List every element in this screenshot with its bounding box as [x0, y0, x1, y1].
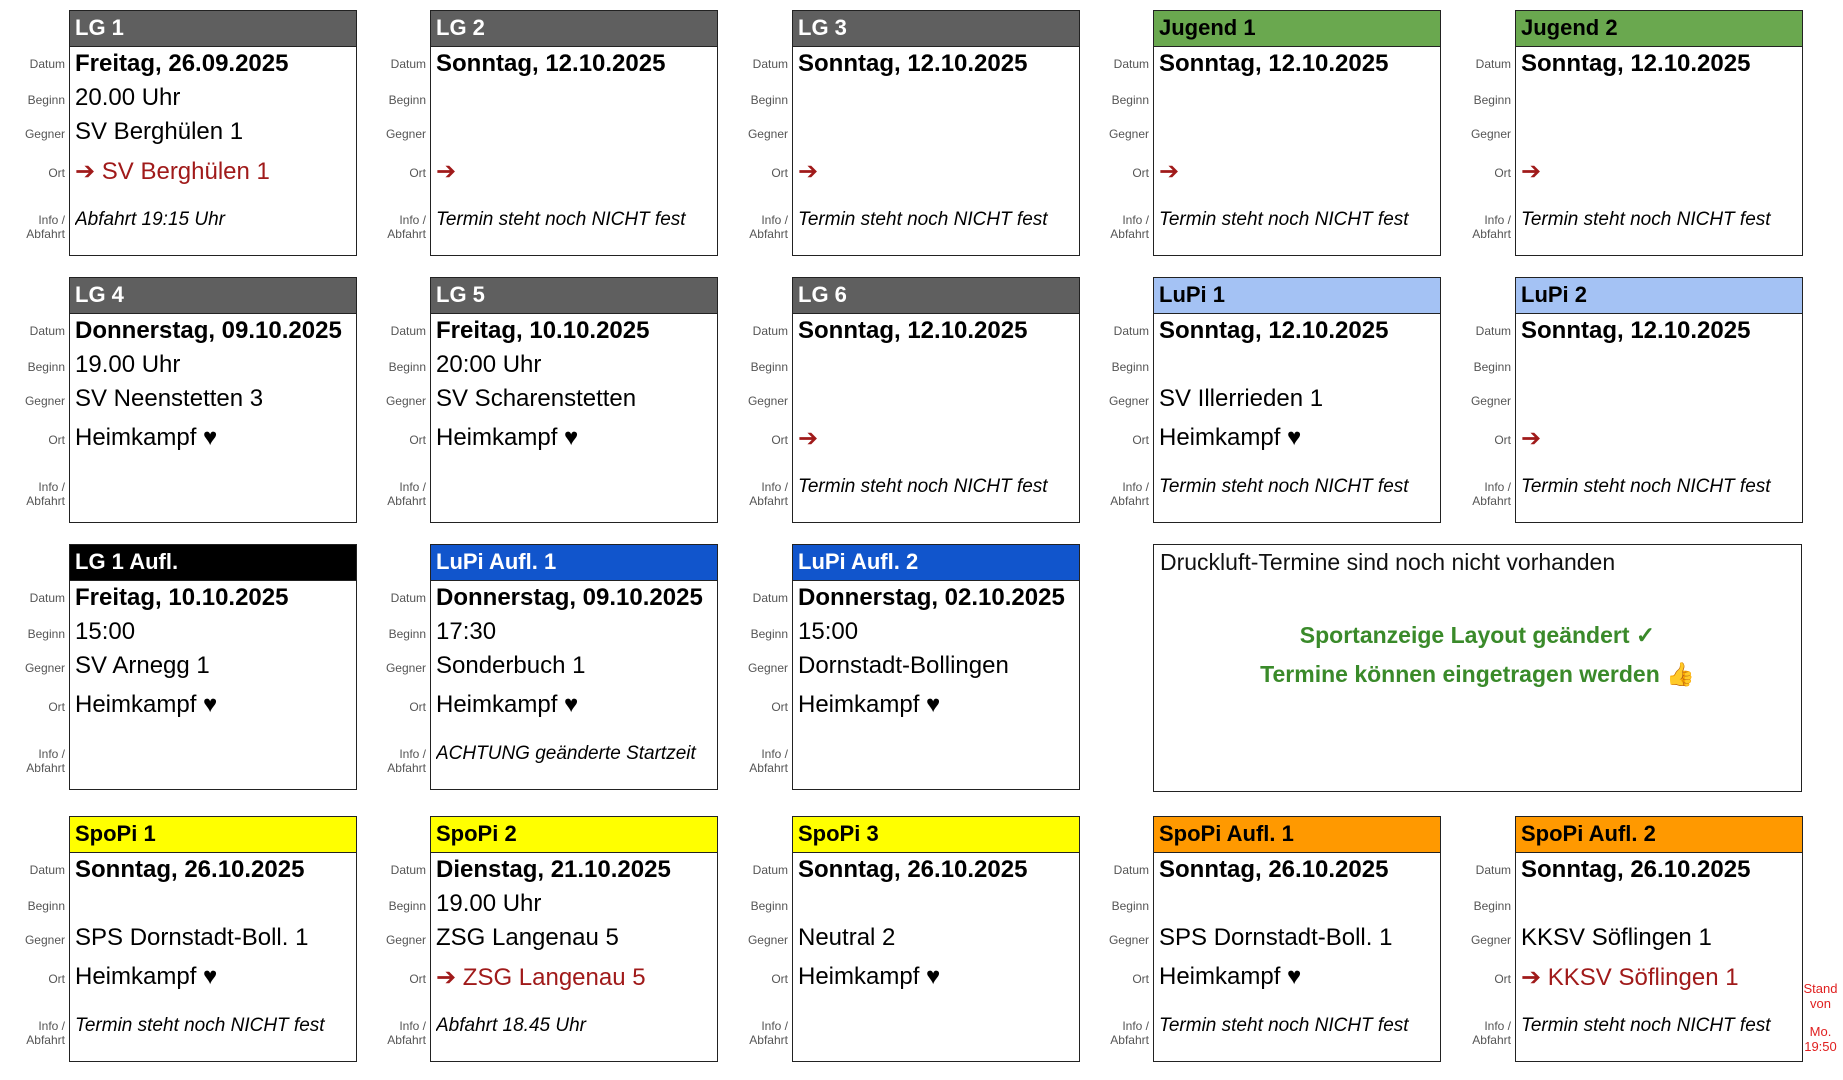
label-beginn: Beginn [388, 360, 426, 374]
label-datum: Datum [1475, 324, 1511, 338]
card-box [1515, 277, 1803, 523]
match-date: Donnerstag, 09.10.2025 [436, 584, 703, 611]
field-labels [361, 10, 430, 256]
label-datum: Datum [390, 324, 426, 338]
match-begin: 19.00 Uhr [436, 890, 542, 917]
label-datum: Datum [390, 591, 426, 605]
match-begin: 20.00 Uhr [75, 84, 181, 111]
label-abfahrt: Abfahrt [387, 494, 426, 508]
druckluft-panel [1153, 544, 1802, 792]
label-datum: Datum [1113, 57, 1149, 71]
field-labels [1446, 816, 1515, 1062]
card-box [1153, 816, 1441, 1062]
match-location: Heimkampf ♥ [798, 963, 941, 990]
match-begin: 15:00 [798, 618, 859, 645]
label-abfahrt: Abfahrt [749, 1033, 788, 1047]
match-info: ACHTUNG geänderte Startzeit [436, 743, 696, 764]
label-ort: Ort [409, 972, 426, 986]
match-date: Sonntag, 12.10.2025 [798, 317, 1028, 344]
label-datum: Datum [29, 57, 65, 71]
team-card-lg-3 [723, 10, 1084, 256]
label-info: Info / [38, 213, 65, 227]
label-gegner: Gegner [747, 661, 788, 675]
label-gegner: Gegner [1108, 394, 1149, 408]
match-location: Heimkampf ♥ [436, 424, 579, 451]
card-box [792, 10, 1080, 256]
label-abfahrt: Abfahrt [1472, 494, 1511, 508]
card-box [1153, 277, 1441, 523]
label-abfahrt: Abfahrt [1110, 227, 1149, 241]
label-datum: Datum [752, 591, 788, 605]
field-labels [361, 816, 430, 1062]
field-labels [361, 277, 430, 523]
match-date: Donnerstag, 02.10.2025 [798, 584, 1065, 611]
match-location: Heimkampf ♥ [1159, 424, 1302, 451]
card-box [430, 277, 718, 523]
match-date: Donnerstag, 09.10.2025 [75, 317, 342, 344]
match-begin: 20:00 Uhr [436, 351, 542, 378]
match-date: Sonntag, 26.10.2025 [1159, 856, 1389, 883]
match-location: Heimkampf ♥ [75, 963, 218, 990]
label-beginn: Beginn [1111, 360, 1149, 374]
label-info: Info / [1484, 213, 1511, 227]
match-opponent: SV Arnegg 1 [75, 652, 210, 679]
team-card-lg-4 [0, 277, 361, 523]
match-location: ➔ [798, 425, 819, 452]
druckluft-title: Druckluft-Termine sind noch nicht vorhanden [1160, 549, 1616, 575]
label-beginn: Beginn [388, 899, 426, 913]
match-location: ➔ SV Berghülen 1 [75, 158, 270, 185]
label-ort: Ort [48, 433, 65, 447]
label-abfahrt: Abfahrt [1472, 227, 1511, 241]
label-abfahrt: Abfahrt [749, 227, 788, 241]
label-datum: Datum [29, 591, 65, 605]
team-card-spopi-3 [723, 816, 1084, 1062]
label-ort: Ort [1132, 972, 1149, 986]
match-location: ➔ ZSG Langenau 5 [436, 964, 646, 991]
card-box [69, 10, 357, 256]
layout-changed-message: Sportanzeige Layout geändert ✓ [1299, 622, 1656, 648]
label-ort: Ort [771, 166, 788, 180]
field-labels [723, 544, 792, 790]
match-location: Heimkampf ♥ [798, 691, 941, 718]
card-box [1515, 816, 1803, 1062]
match-info: Termin steht noch NICHT fest [75, 1015, 325, 1036]
label-ort: Ort [409, 433, 426, 447]
label-abfahrt: Abfahrt [749, 494, 788, 508]
label-beginn: Beginn [1473, 93, 1511, 107]
match-location: Heimkampf ♥ [1159, 963, 1302, 990]
match-opponent: SV Scharenstetten [436, 385, 637, 412]
match-location: ➔ [798, 158, 819, 185]
label-abfahrt: Abfahrt [26, 761, 65, 775]
match-date: Sonntag, 26.10.2025 [75, 856, 305, 883]
label-datum: Datum [752, 324, 788, 338]
label-abfahrt: Abfahrt [1472, 1033, 1511, 1047]
match-info: Termin steht noch NICHT fest [1159, 1015, 1409, 1036]
team-card-lg-6 [723, 277, 1084, 523]
label-abfahrt: Abfahrt [26, 1033, 65, 1047]
label-info: Info / [1484, 480, 1511, 494]
match-info: Termin steht noch NICHT fest [798, 209, 1048, 230]
label-datum: Datum [1113, 863, 1149, 877]
label-beginn: Beginn [1111, 93, 1149, 107]
team-name: LG 4 [70, 278, 356, 314]
label-datum: Datum [390, 863, 426, 877]
team-name: LG 2 [431, 11, 717, 47]
field-labels [723, 816, 792, 1062]
match-info: Termin steht noch NICHT fest [1521, 209, 1771, 230]
match-info: Termin steht noch NICHT fest [1521, 476, 1771, 497]
match-location: ➔ [1521, 158, 1542, 185]
label-gegner: Gegner [24, 933, 65, 947]
match-opponent: SV Berghülen 1 [75, 118, 244, 145]
match-location: ➔ [1521, 425, 1542, 452]
label-datum: Datum [1113, 324, 1149, 338]
card-box [430, 544, 718, 790]
card-box [69, 277, 357, 523]
card-box [69, 816, 357, 1062]
label-ort: Ort [409, 700, 426, 714]
label-ort: Ort [1132, 433, 1149, 447]
match-location: Heimkampf ♥ [436, 691, 579, 718]
field-labels [0, 277, 69, 523]
match-location: ➔ KKSV Söflingen 1 [1521, 964, 1739, 991]
team-name: SpoPi Aufl. 1 [1154, 817, 1440, 853]
label-beginn: Beginn [27, 93, 65, 107]
label-info: Info / [399, 1019, 426, 1033]
label-gegner: Gegner [1108, 933, 1149, 947]
label-datum: Datum [29, 324, 65, 338]
match-date: Sonntag, 12.10.2025 [1159, 50, 1389, 77]
label-abfahrt: Abfahrt [387, 1033, 426, 1047]
label-abfahrt: Abfahrt [1110, 494, 1149, 508]
team-name: LuPi Aufl. 1 [431, 545, 717, 581]
label-beginn: Beginn [750, 899, 788, 913]
card-box [430, 816, 718, 1062]
field-labels [0, 816, 69, 1062]
label-datum: Datum [752, 57, 788, 71]
label-datum: Datum [1475, 57, 1511, 71]
label-ort: Ort [48, 166, 65, 180]
match-location: Heimkampf ♥ [75, 424, 218, 451]
team-name: LuPi 2 [1516, 278, 1802, 314]
label-info: Info / [1122, 213, 1149, 227]
field-labels [1084, 10, 1153, 256]
match-info: Termin steht noch NICHT fest [436, 209, 686, 230]
label-info: Info / [1122, 480, 1149, 494]
label-ort: Ort [1494, 166, 1511, 180]
label-gegner: Gegner [747, 933, 788, 947]
card-box [792, 544, 1080, 790]
match-info: Termin steht noch NICHT fest [798, 476, 1048, 497]
team-card-spopi-aufl-1 [1084, 816, 1445, 1062]
card-box [69, 544, 357, 790]
label-gegner: Gegner [24, 661, 65, 675]
match-date: Sonntag, 12.10.2025 [1521, 50, 1751, 77]
label-abfahrt: Abfahrt [387, 761, 426, 775]
field-labels [1446, 277, 1515, 523]
stand-line-1: Stand [1803, 981, 1838, 996]
team-card-lupi-1 [1084, 277, 1445, 523]
label-beginn: Beginn [1473, 360, 1511, 374]
match-location: ➔ [1159, 158, 1180, 185]
team-card-spopi-1 [0, 816, 361, 1062]
label-gegner: Gegner [24, 127, 65, 141]
label-gegner: Gegner [747, 127, 788, 141]
team-card-jugend-2 [1446, 10, 1807, 256]
label-abfahrt: Abfahrt [26, 494, 65, 508]
team-card-spopi-2 [361, 816, 722, 1062]
label-info: Info / [761, 1019, 788, 1033]
label-abfahrt: Abfahrt [1110, 1033, 1149, 1047]
card-box [792, 277, 1080, 523]
team-name: LuPi 1 [1154, 278, 1440, 314]
match-date: Dienstag, 21.10.2025 [436, 856, 671, 883]
label-gegner: Gegner [1470, 127, 1511, 141]
match-opponent: SPS Dornstadt-Boll. 1 [1159, 924, 1393, 951]
match-info: Abfahrt 19:15 Uhr [75, 209, 225, 230]
label-info: Info / [761, 747, 788, 761]
label-datum: Datum [29, 863, 65, 877]
field-labels [1084, 277, 1153, 523]
label-beginn: Beginn [27, 627, 65, 641]
field-labels [0, 10, 69, 256]
label-info: Info / [761, 213, 788, 227]
team-name: LG 6 [793, 278, 1079, 314]
label-ort: Ort [771, 433, 788, 447]
label-abfahrt: Abfahrt [387, 227, 426, 241]
match-date: Sonntag, 12.10.2025 [798, 50, 1028, 77]
field-labels [723, 277, 792, 523]
team-card-lg-2 [361, 10, 722, 256]
team-card-jugend-1 [1084, 10, 1445, 256]
match-begin: 17:30 [436, 618, 497, 645]
match-opponent: Sonderbuch 1 [436, 652, 586, 679]
label-beginn: Beginn [750, 627, 788, 641]
team-name: LG 5 [431, 278, 717, 314]
stand-line-3: Mo. [1809, 1024, 1832, 1039]
label-ort: Ort [48, 972, 65, 986]
team-name: Jugend 1 [1154, 11, 1440, 47]
last-updated-stamp [1798, 981, 1843, 1054]
match-location: ➔ [436, 158, 457, 185]
match-opponent: ZSG Langenau 5 [436, 924, 619, 951]
card-box [1515, 10, 1803, 256]
card-box [430, 10, 718, 256]
match-date: Freitag, 10.10.2025 [75, 584, 289, 611]
label-datum: Datum [752, 863, 788, 877]
team-card-lg-1-aufl [0, 544, 361, 790]
label-beginn: Beginn [750, 93, 788, 107]
label-info: Info / [1484, 1019, 1511, 1033]
label-ort: Ort [1494, 972, 1511, 986]
team-name: Jugend 2 [1516, 11, 1802, 47]
match-begin: 19.00 Uhr [75, 351, 181, 378]
label-info: Info / [399, 747, 426, 761]
label-info: Info / [1122, 1019, 1149, 1033]
label-ort: Ort [48, 700, 65, 714]
label-ort: Ort [1132, 166, 1149, 180]
label-info: Info / [38, 1019, 65, 1033]
label-gegner: Gegner [385, 661, 426, 675]
label-ort: Ort [771, 972, 788, 986]
stand-line-4: 19:50 [1804, 1039, 1837, 1054]
label-info: Info / [399, 213, 426, 227]
stand-line-2: von [1810, 996, 1831, 1011]
field-labels [0, 544, 69, 790]
match-info: Termin steht noch NICHT fest [1521, 1015, 1771, 1036]
label-ort: Ort [771, 700, 788, 714]
label-beginn: Beginn [1473, 899, 1511, 913]
team-card-lupi-2 [1446, 277, 1807, 523]
team-name: LuPi Aufl. 2 [793, 545, 1079, 581]
team-name: SpoPi Aufl. 2 [1516, 817, 1802, 853]
match-date: Sonntag, 12.10.2025 [1159, 317, 1389, 344]
label-gegner: Gegner [385, 394, 426, 408]
match-date: Freitag, 10.10.2025 [436, 317, 650, 344]
match-opponent: Neutral 2 [798, 924, 896, 951]
label-info: Info / [761, 480, 788, 494]
label-beginn: Beginn [27, 360, 65, 374]
field-labels [361, 544, 430, 790]
field-labels [723, 10, 792, 256]
label-info: Info / [38, 747, 65, 761]
label-info: Info / [399, 480, 426, 494]
field-labels [1446, 10, 1515, 256]
team-card-lg-5 [361, 277, 722, 523]
match-info: Termin steht noch NICHT fest [1159, 209, 1409, 230]
label-gegner: Gegner [1108, 127, 1149, 141]
label-ort: Ort [409, 166, 426, 180]
team-card-spopi-aufl-2 [1446, 816, 1807, 1062]
card-box [1153, 10, 1441, 256]
match-date: Sonntag, 26.10.2025 [1521, 856, 1751, 883]
label-gegner: Gegner [747, 394, 788, 408]
label-datum: Datum [1475, 863, 1511, 877]
label-abfahrt: Abfahrt [749, 761, 788, 775]
match-opponent: SV Illerrieden 1 [1159, 385, 1324, 412]
team-name: LG 1 [70, 11, 356, 47]
team-card-lupi-aufl-1 [361, 544, 722, 790]
match-begin: 15:00 [75, 618, 136, 645]
label-beginn: Beginn [750, 360, 788, 374]
label-abfahrt: Abfahrt [26, 227, 65, 241]
team-card-lg-1 [0, 10, 361, 256]
match-info: Termin steht noch NICHT fest [1159, 476, 1409, 497]
match-location: Heimkampf ♥ [75, 691, 218, 718]
match-date: Sonntag, 12.10.2025 [436, 50, 666, 77]
label-gegner: Gegner [385, 933, 426, 947]
match-opponent: KKSV Söflingen 1 [1521, 924, 1712, 951]
team-name: SpoPi 1 [70, 817, 356, 853]
dates-enterable-message: Termine können eingetragen werden 👍 [1260, 661, 1695, 687]
team-name: SpoPi 3 [793, 817, 1079, 853]
match-info: Abfahrt 18.45 Uhr [436, 1015, 586, 1036]
match-opponent: SPS Dornstadt-Boll. 1 [75, 924, 309, 951]
label-gegner: Gegner [1470, 933, 1511, 947]
team-card-lupi-aufl-2 [723, 544, 1084, 790]
match-date: Sonntag, 12.10.2025 [1521, 317, 1751, 344]
team-name: LG 1 Aufl. [70, 545, 356, 581]
label-gegner: Gegner [1470, 394, 1511, 408]
label-beginn: Beginn [388, 627, 426, 641]
label-gegner: Gegner [24, 394, 65, 408]
label-datum: Datum [390, 57, 426, 71]
label-ort: Ort [1494, 433, 1511, 447]
label-info: Info / [38, 480, 65, 494]
match-date: Freitag, 26.09.2025 [75, 50, 289, 77]
field-labels [1084, 816, 1153, 1062]
label-beginn: Beginn [27, 899, 65, 913]
label-beginn: Beginn [388, 93, 426, 107]
label-beginn: Beginn [1111, 899, 1149, 913]
team-name: LG 3 [793, 11, 1079, 47]
card-box [792, 816, 1080, 1062]
team-name: SpoPi 2 [431, 817, 717, 853]
match-opponent: SV Neenstetten 3 [75, 385, 264, 412]
match-date: Sonntag, 26.10.2025 [798, 856, 1028, 883]
match-opponent: Dornstadt-Bollingen [798, 652, 1009, 679]
label-gegner: Gegner [385, 127, 426, 141]
